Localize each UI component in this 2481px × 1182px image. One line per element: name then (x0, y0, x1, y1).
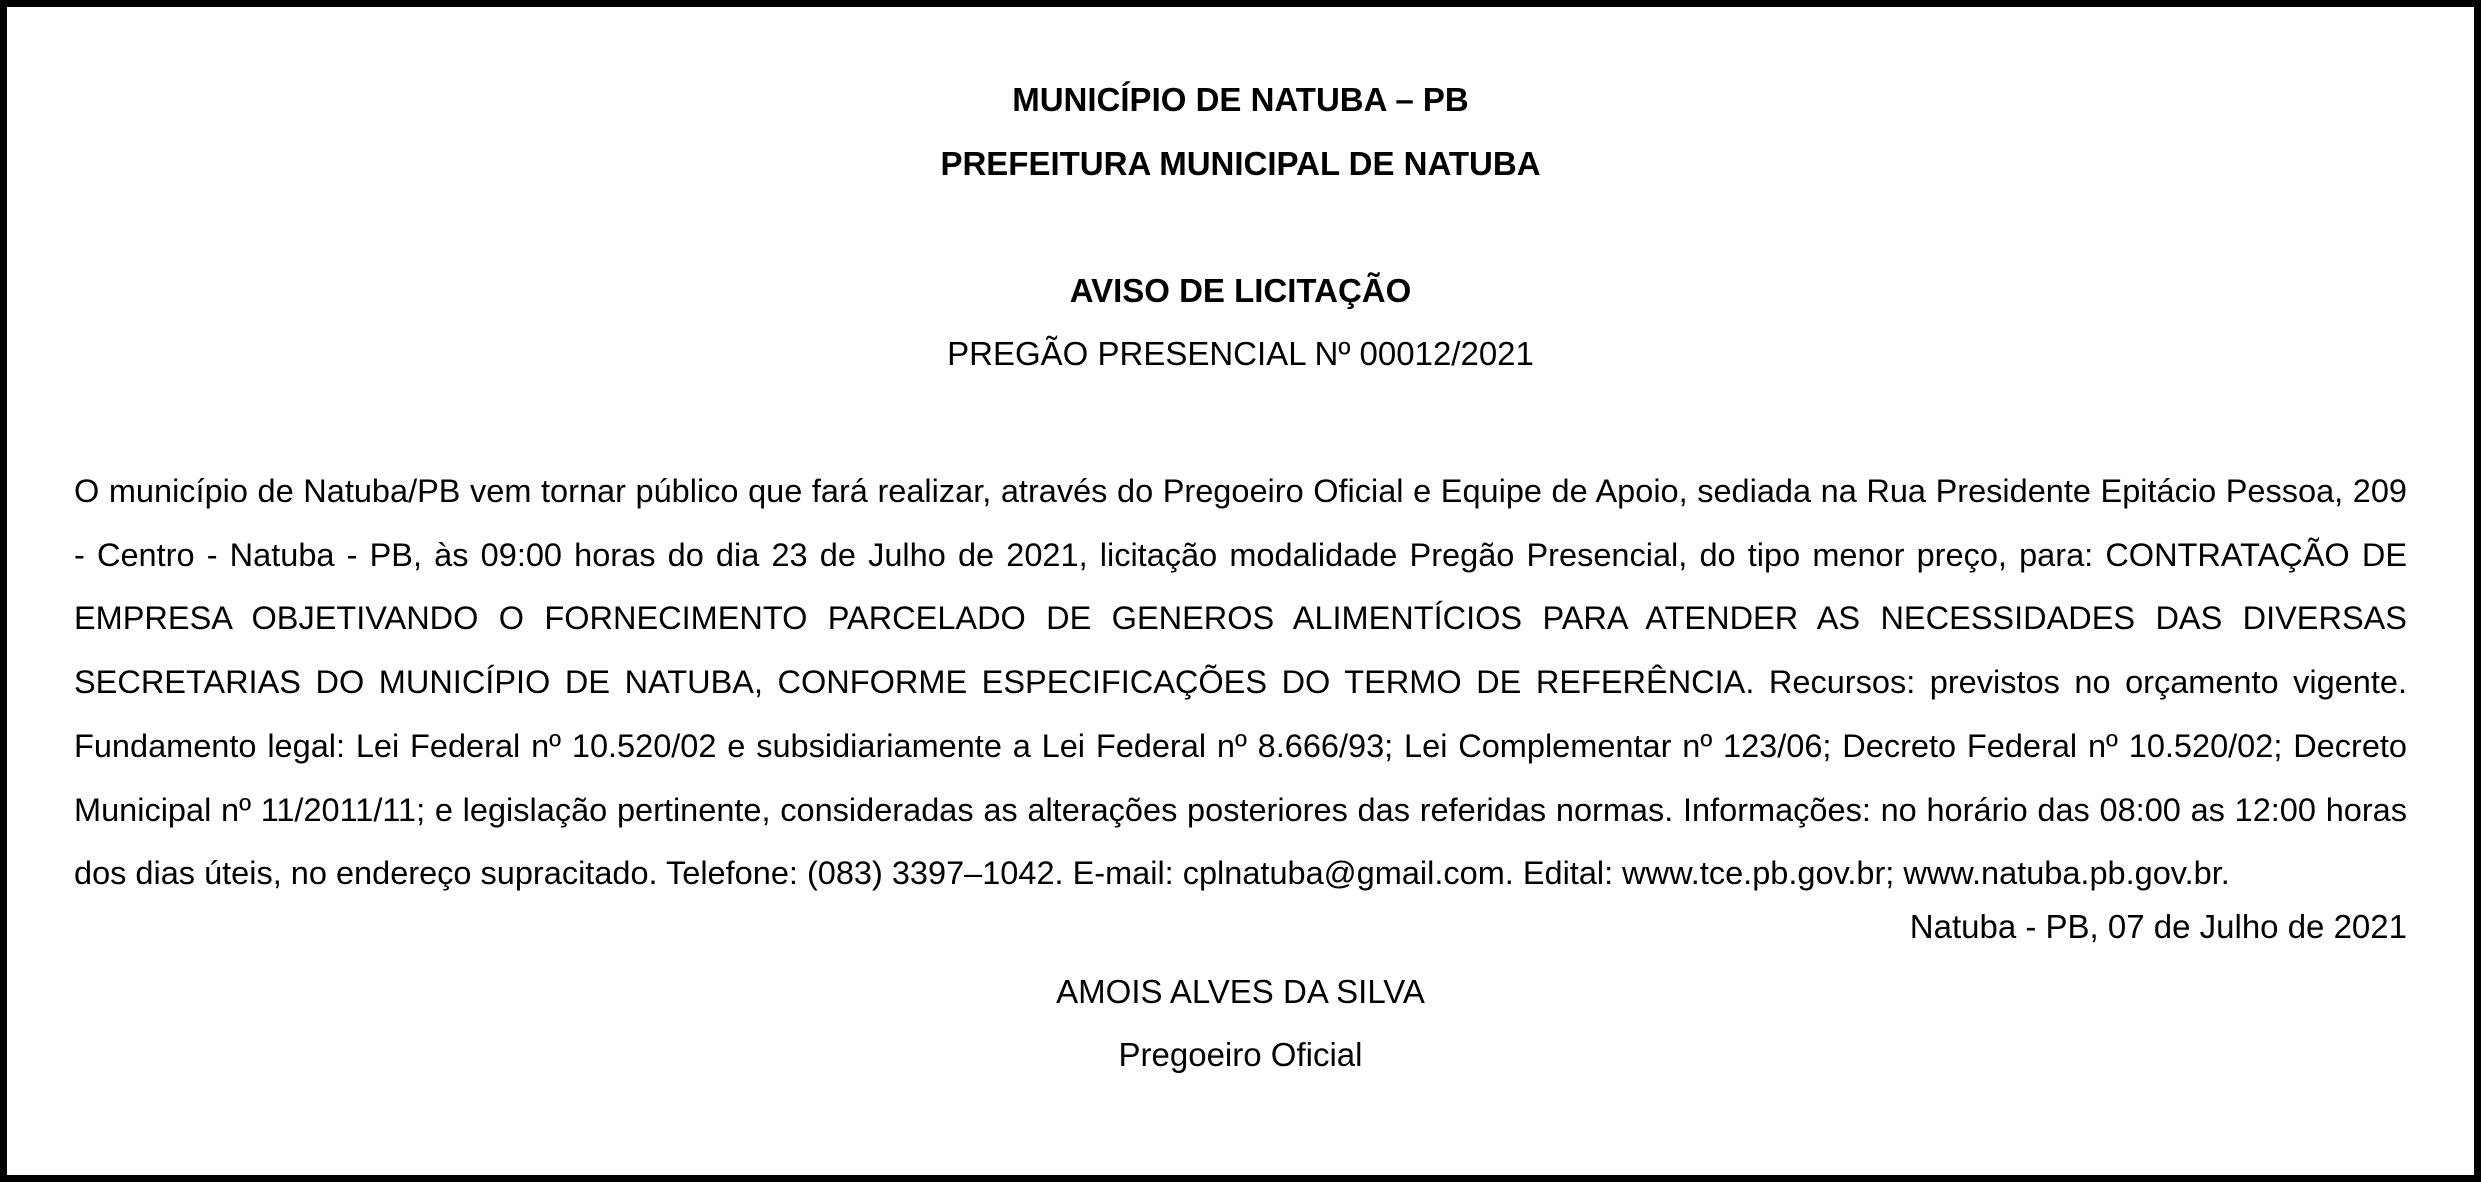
place-date: Natuba - PB, 07 de Julho de 2021 (1909, 908, 2407, 945)
notice-title: AVISO DE LICITAÇÃO (1069, 272, 1412, 309)
notice-reference: PREGÃO PRESENCIAL Nº 00012/2021 (947, 335, 1534, 372)
prefecture-heading: PREFEITURA MUNICIPAL DE NATUBA (940, 145, 1541, 182)
signatory-role: Pregoeiro Oficial (1118, 1036, 1363, 1073)
notice-body: O município de Natuba/PB vem tornar público que fará realizar, através do Pregoeiro Oficial e Equipe de Apoio, sediada na Rua Presidente Epitácio Pessoa, 209 - Centro - Natuba - PB, às 09:00 horas do dia 23 de Julho de 2021, licitação modalidade Pregão Presencial, do tipo menor preço, para: CONTRATAÇÃO DE EMPRESA OBJETIVANDO O FORNECIMENTO PARCELADO DE GENEROS ALIMENTÍCIOS PARA ATENDER AS NECESSIDADES DAS DIVERSAS SECRETARIAS DO MUNICÍPIO DE NATUBA, CONFORME ESPECIFICAÇÕES DO TERMO DE REFERÊNCIA. Recursos: previstos no orçamento vigente. Fundamento legal: Lei Federal nº 10.520/02 e subsidiariamente a Lei Federal nº 8.666/93; Lei Complementar nº 123/06; Decreto Federal nº 10.520/02; Decreto Municipal nº 11/2011/11; e legislação pertinente, consideradas as alterações posteriores das referidas normas. Informações: no horário das 08:00 as 12:00 horas dos dias úteis, no endereço supracitado. Telefone: (083) 3397–1042. E-mail: cplnatuba@gmail.com. Edital: www.tce.pb.gov.br; www.natuba.pb.gov.br. (74, 473, 2407, 892)
municipality-heading: MUNICÍPIO DE NATUBA – PB (1012, 81, 1469, 118)
signatory-name: AMOIS ALVES DA SILVA (1056, 973, 1425, 1010)
